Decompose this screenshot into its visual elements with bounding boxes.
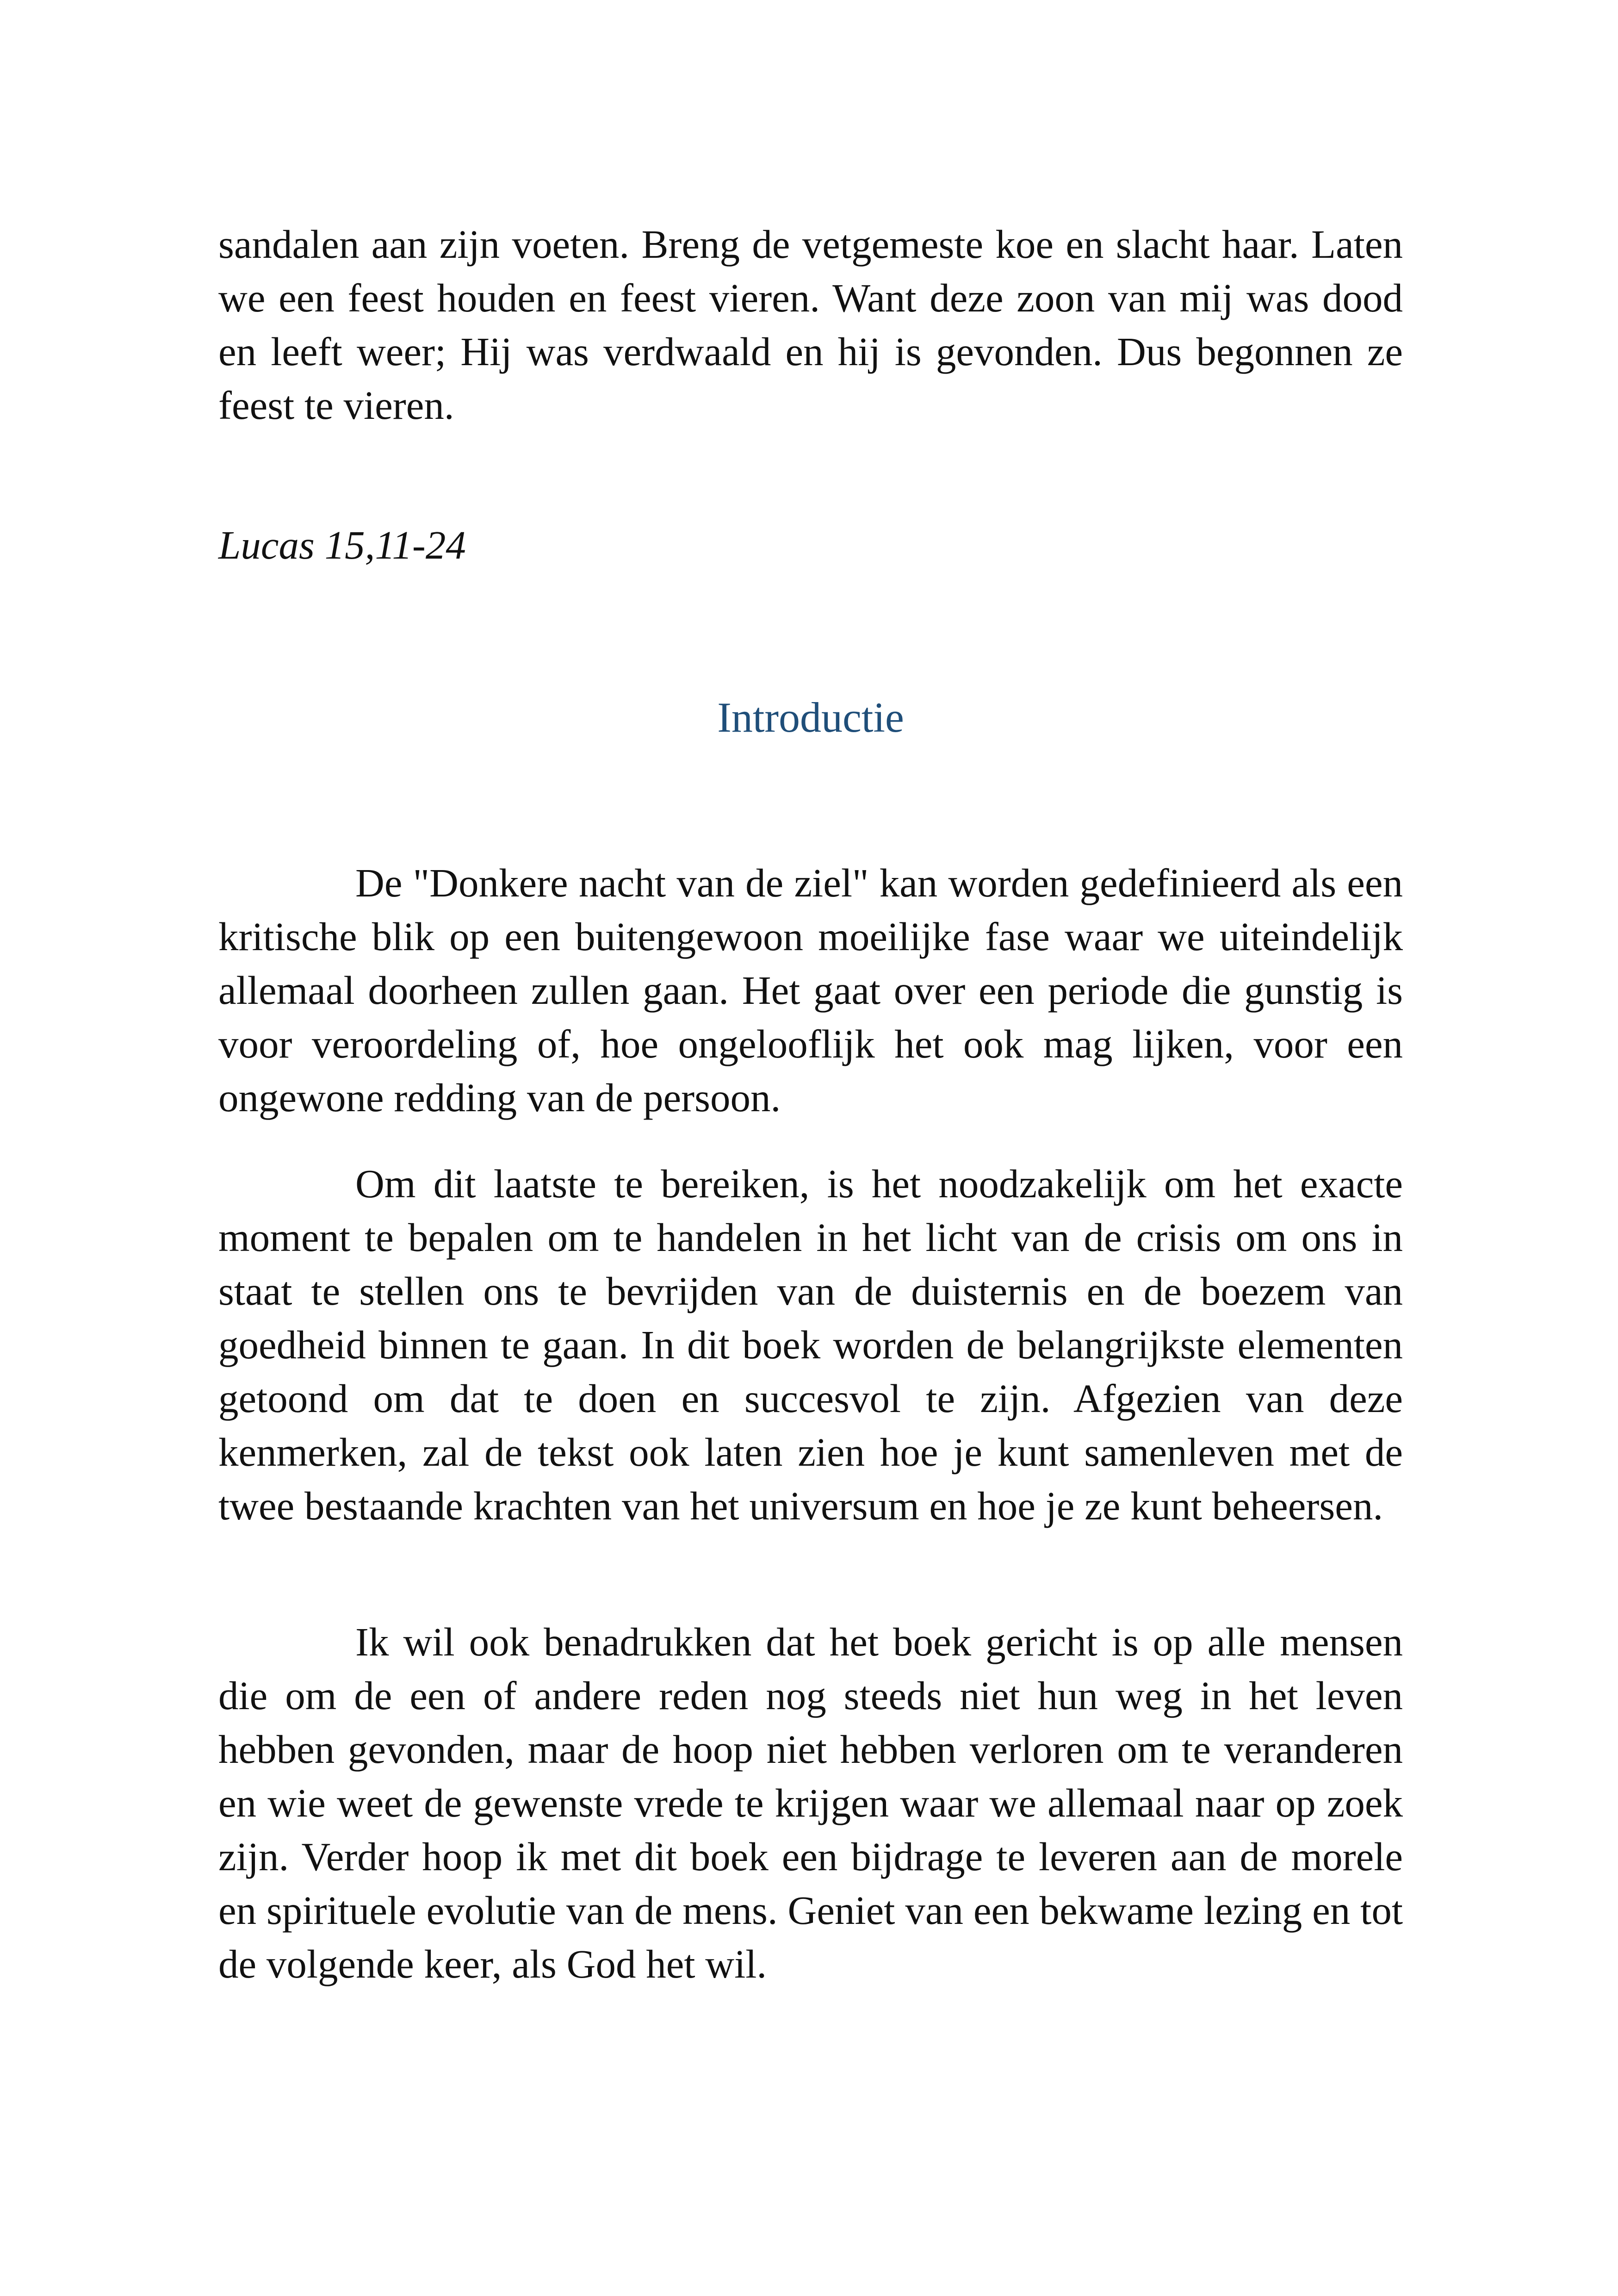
scripture-reference: Lucas 15,11-24 [218, 523, 466, 567]
intro-paragraph-1: De "Donkere nacht van de ziel" kan worden gedefinieerd als een kritische blik op een buitengewoon moeilijke fase waar we uiteindelijk allemaal doorheen zullen gaan. Het gaat over een periode die gunstig is voor veroordeling of, hoe ongelooflijk het ook mag lijken, voor een ongewone redding van de persoon. [218, 860, 1403, 1120]
intro-paragraph-3: Ik wil ook benadrukken dat het boek gericht is op alle mensen die om de een of andere reden nog steeds niet hun weg in het leven hebben gevonden, maar de hoop niet hebben verloren om te veranderen en wie weet de gewenste vrede te krijgen waar we allemaal naar op zoek zijn. Verder hoop ik met dit boek een bijdrage te leveren aan de morele en spirituele evolutie van de mens. Geniet van een bekwame lezing en tot de volgende keer, als God het wil. [218, 1619, 1403, 1986]
section-heading: Introductie [717, 694, 904, 741]
intro-paragraph-2: Om dit laatste te bereiken, is het noodzakelijk om het exacte moment te bepalen om te handelen in het licht van de crisis om ons in staat te stellen ons te bevrijden van de duisternis en de boezem van goedheid binnen te gaan. In dit boek worden de belangrijkste elementen getoond om dat te doen en succesvol te zijn. Afgezien van deze kenmerken, zal de tekst ook laten zien hoe je kunt samenleven met de twee bestaande krachten van het universum en hoe je ze kunt beheersen. [218, 1161, 1403, 1528]
opening-paragraph: sandalen aan zijn voeten. Breng de vetgemeste koe en slacht haar. Laten we een feest houden en feest vieren. Want deze zoon van mij was dood en leeft weer; Hij was verdwaald en hij is gevonden. Dus begonnen ze feest te vieren. [218, 222, 1403, 428]
